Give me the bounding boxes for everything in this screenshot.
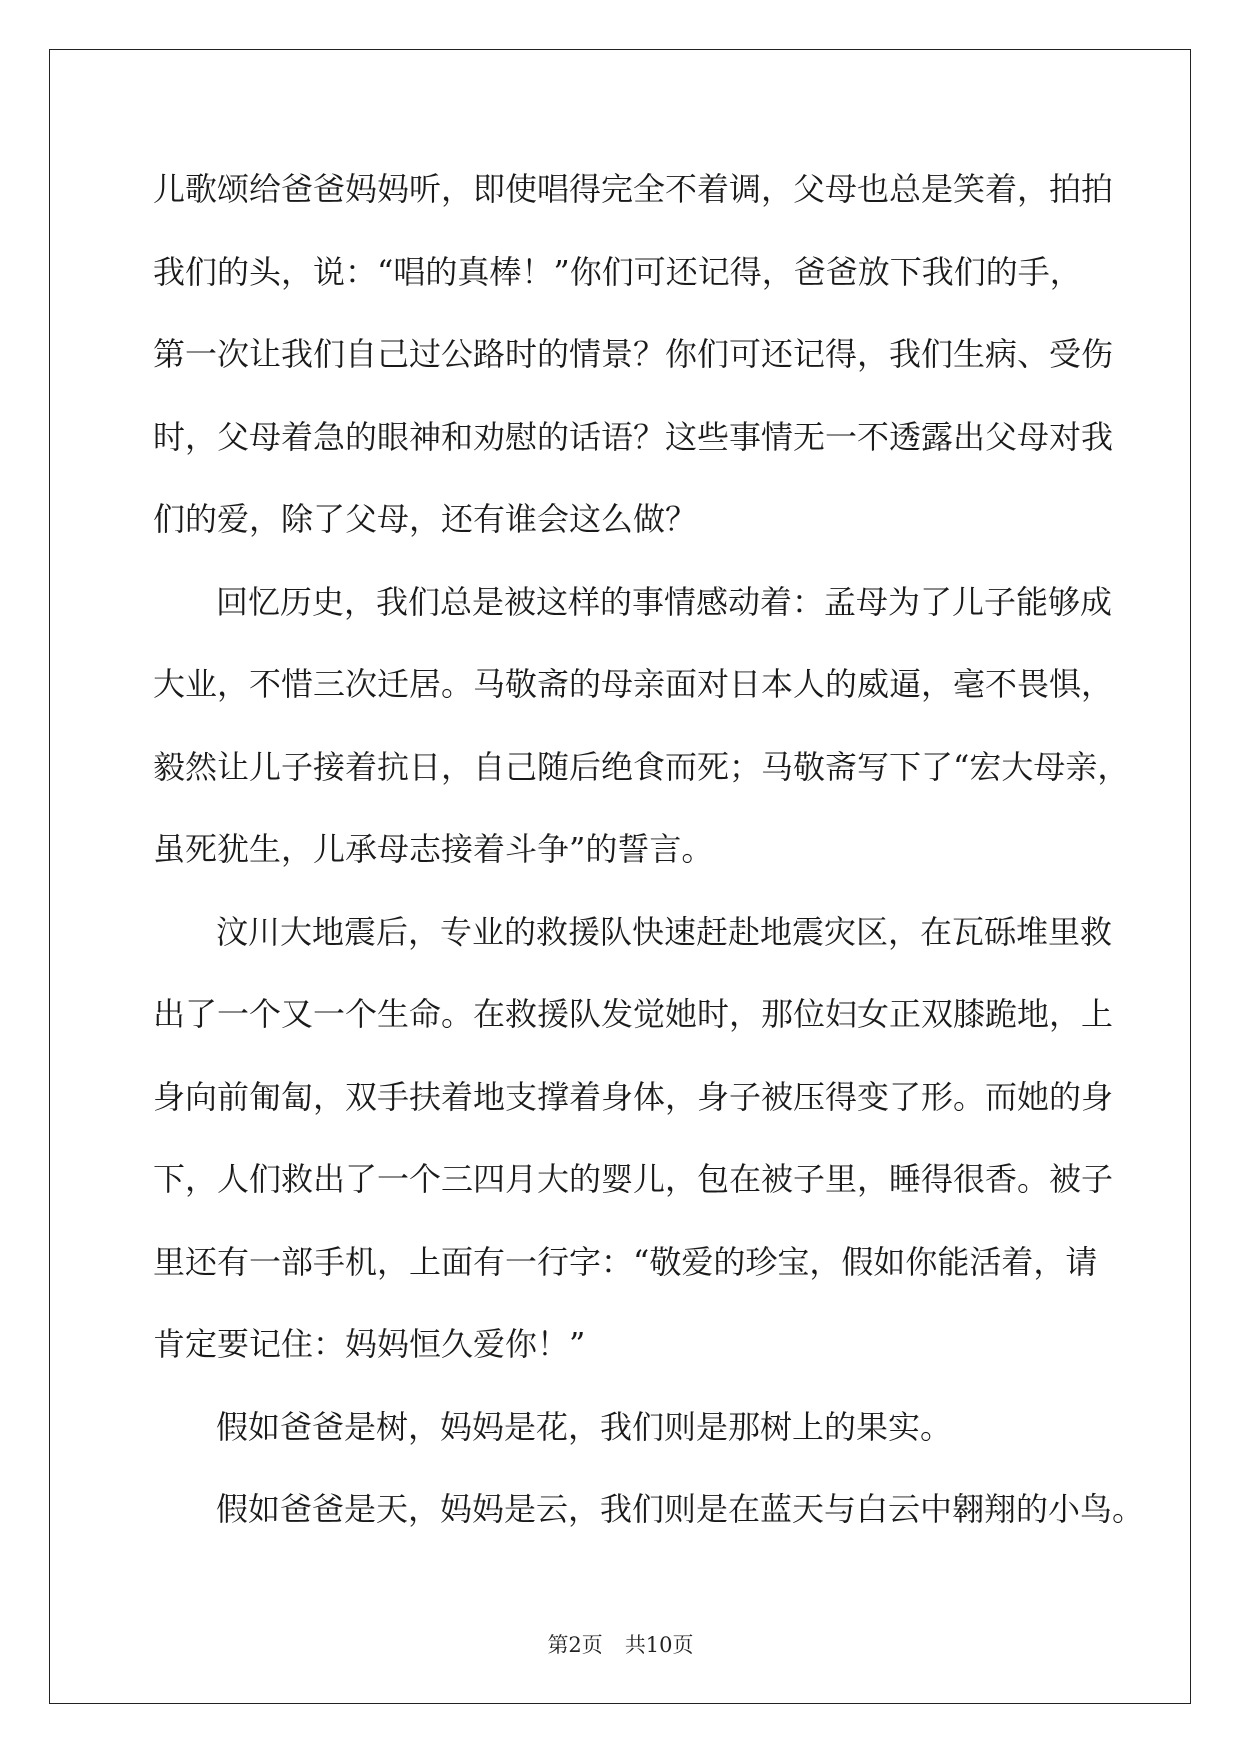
paragraph — [153, 160, 1114, 573]
text-line: 大业，不惜三次迁居。马敬斋的母亲面对日本人的威逼，毫不畏惧， — [153, 665, 1114, 703]
text-line: 身向前匍匐，双手扶着地支撑着身体，身子被压得变了形。而她的身 — [153, 1077, 1114, 1116]
text-line: 肯定要记住：妈妈恒久爱你！” — [153, 1325, 586, 1363]
text-line: 假如爸爸是树，妈妈是花，我们则是那树上的果实。 — [216, 1407, 953, 1446]
paragraph — [153, 1480, 1145, 1563]
text-line: 第一次让我们自己过公路时的情景？你们可还记得，我们生病、受伤 — [153, 335, 1114, 373]
text-line: 假如爸爸是天，妈妈是云，我们则是在蓝天与白云中翱翔的小鸟。 — [216, 1490, 1145, 1528]
paragraph — [153, 573, 1130, 903]
page-total: 共10页 — [624, 1633, 694, 1657]
text-line: 下，人们救出了一个三四月大的婴儿，包在被子里，睡得很香。被子 — [153, 1160, 1114, 1198]
text-line: 回忆历史，我们总是被这样的事情感动着：孟母为了儿子能够成 — [216, 582, 1113, 621]
document-body — [153, 160, 1145, 1563]
text-line: 儿歌颂给爸爸妈妈听，即使唱得完全不着调，父母也总是笑着，拍拍 — [153, 170, 1114, 208]
text-line: 毅然让儿子接着抗日，自己随后绝食而死；马敬斋写下了“宏大母亲， — [153, 747, 1130, 786]
text-line: 我们的头，说：“唱的真棒！”你们可还记得，爸爸放下我们的手， — [153, 252, 1082, 291]
text-line: 出了一个又一个生命。在救援队发觉她时，那位妇女正双膝跪地，上 — [153, 995, 1114, 1033]
text-line: 虽死犹生，儿承母志接着斗争”的誓言。 — [153, 830, 714, 868]
paragraph — [153, 1398, 1093, 1481]
text-line: 里还有一部手机，上面有一行字：“敬爱的珍宝，假如你能活着，请 — [153, 1242, 1098, 1281]
page-footer — [0, 1629, 1241, 1659]
text-line: 汶川大地震后，专业的救援队快速赶赴地震灾区，在瓦砾堆里救 — [216, 912, 1113, 951]
text-line: 时，父母着急的眼神和劝慰的话语？这些事情无一不透露出父母对我 — [153, 417, 1114, 456]
text-line: 们的爱，除了父母，还有谁会这么做？ — [153, 500, 698, 538]
page-number: 第2页 — [547, 1633, 603, 1657]
paragraph — [153, 903, 1114, 1398]
